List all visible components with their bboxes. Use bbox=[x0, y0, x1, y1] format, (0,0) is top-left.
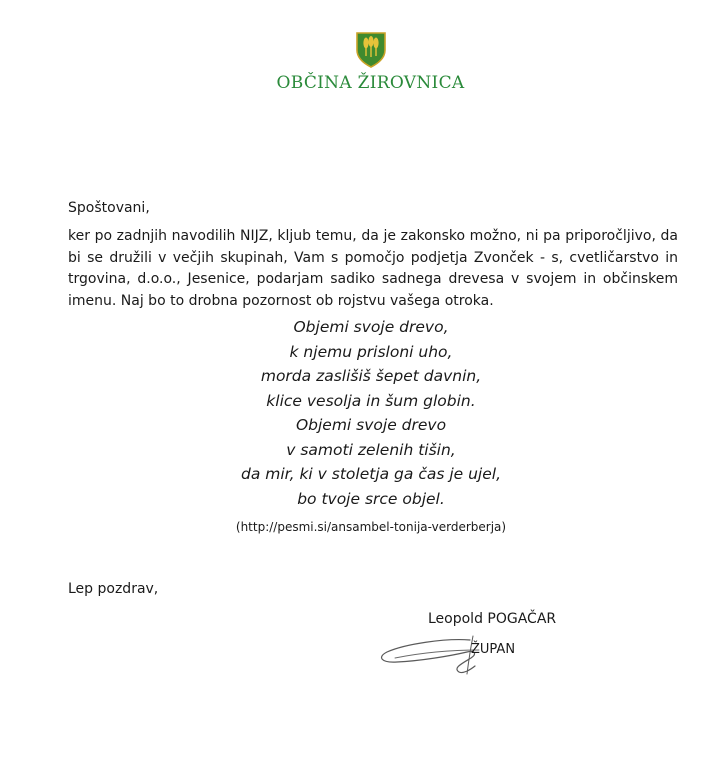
municipality-name: OBČINA ŽIROVNICA bbox=[276, 73, 465, 93]
poem-line: bo tvoje srce objel. bbox=[297, 489, 445, 508]
poem-source: (http://pesmi.si/ansambel-tonija-verderberja) bbox=[235, 520, 507, 534]
letter-paragraph: ker po zadnjih navodilih NIJZ, kljub temu, da je zakonsko možno, ni pa priporočljivo, da bi se družili v večjih skupinah, Vam s pomočjo podjetja Zvonček - s, cvetličarstvo in trgovina, d.o.o., Jesenice, podarjam sadiko sadnega drevesa v svojem in občinskem imenu. Naj bo to drobna pozornost ob rojstvu vašega otroka. bbox=[68, 228, 678, 309]
poem-line: k njemu prisloni uho, bbox=[289, 342, 453, 361]
signer-name: Leopold POGAČAR bbox=[428, 611, 557, 627]
poem-line: Objemi svoje drevo, bbox=[293, 318, 449, 336]
poem-line: Objemi svoje drevo bbox=[295, 416, 447, 434]
poem bbox=[0, 315, 727, 511]
poem-line: morda zaslišiš šepet davnin, bbox=[260, 367, 482, 385]
letter-closing: Lep pozdrav, bbox=[68, 581, 159, 597]
signer-title: ŽUPAN bbox=[471, 642, 516, 657]
letter-greeting: Spoštovani, bbox=[68, 200, 150, 216]
coat-of-arms-icon bbox=[355, 32, 387, 68]
poem-line: klice vesolja in šum globin. bbox=[266, 391, 476, 410]
poem-line: da mir, ki v stoletja ga čas je ujel, bbox=[240, 465, 502, 483]
poem-line: v samoti zelenih tišin, bbox=[286, 440, 456, 459]
